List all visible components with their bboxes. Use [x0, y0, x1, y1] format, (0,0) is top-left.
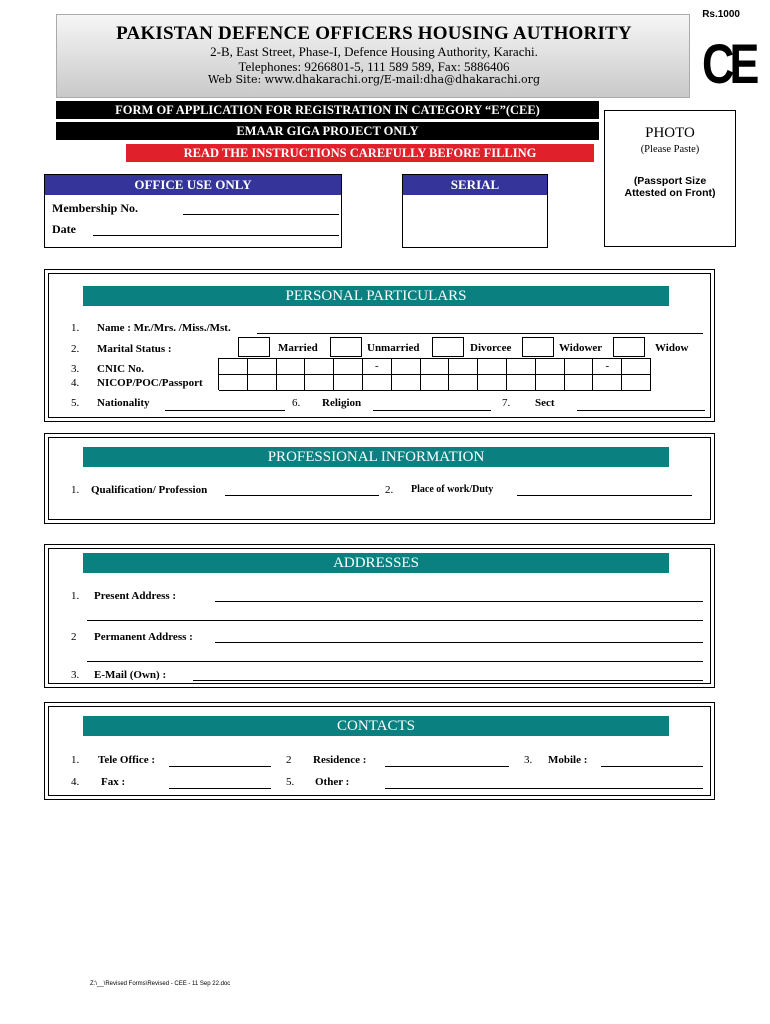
item-number: 6. [292, 397, 301, 409]
cnic-cell[interactable] [478, 359, 507, 375]
married-checkbox[interactable] [238, 337, 270, 357]
email-label: E-Mail (Own) : [94, 669, 167, 681]
form-price: Rs.1000 [702, 9, 740, 20]
mobile-label: Mobile : [548, 754, 588, 766]
item-number: 2. [71, 343, 80, 355]
email-field[interactable] [193, 680, 703, 681]
religion-field[interactable] [373, 410, 491, 411]
item-number: 4. [71, 377, 80, 389]
residence-label: Residence : [313, 754, 367, 766]
other-label: Other : [315, 776, 350, 788]
item-number: 1. [71, 484, 80, 496]
cnic-cell[interactable] [536, 359, 565, 375]
nicop-cell[interactable] [363, 375, 392, 391]
cnic-separator: - [363, 359, 392, 375]
fax-field[interactable] [169, 788, 271, 789]
letterhead [56, 14, 690, 98]
photo-note-line1: (Passport Size [633, 175, 707, 187]
nicop-cell[interactable] [565, 375, 594, 391]
personal-particulars-title: PERSONAL PARTICULARS [83, 286, 669, 306]
photo-note-line2: Attested on Front) [624, 187, 716, 199]
category-mark: CE [702, 32, 755, 95]
divorcee-option: Divorcee [470, 342, 512, 354]
tele-office-field[interactable] [169, 766, 271, 767]
nicop-cell[interactable] [219, 375, 248, 391]
addresses-section [44, 544, 715, 688]
item-number: 7. [502, 397, 511, 409]
cnic-cell[interactable] [622, 359, 651, 375]
item-number: 3. [524, 754, 533, 766]
membership-field[interactable] [183, 214, 339, 215]
fax-label: Fax : [101, 776, 126, 788]
unmarried-option: Unmarried [367, 342, 420, 354]
item-number: 1. [71, 754, 80, 766]
instructions-banner: READ THE INSTRUCTIONS CAREFULLY BEFORE FILLING [126, 144, 594, 162]
widower-option: Widower [559, 342, 603, 354]
permanent-address-field[interactable] [215, 642, 703, 643]
cnic-cell[interactable] [421, 359, 450, 375]
nicop-cell[interactable] [248, 375, 277, 391]
organization-web: Web Site: www.dhakarachi.org/E-mail:dha@dhakarachi.org [208, 73, 540, 86]
personal-particulars-section [44, 269, 715, 422]
cnic-cell[interactable] [277, 359, 306, 375]
cnic-cell[interactable] [248, 359, 277, 375]
date-field[interactable] [93, 235, 339, 236]
cnic-cell[interactable] [305, 359, 334, 375]
nicop-cell[interactable] [449, 375, 478, 391]
item-number: 2 [71, 631, 77, 643]
present-address-field-line2[interactable] [87, 620, 703, 621]
cnic-cell[interactable] [392, 359, 421, 375]
cnic-cell[interactable] [565, 359, 594, 375]
sect-field[interactable] [577, 410, 705, 411]
nicop-cell[interactable] [478, 375, 507, 391]
name-label: Name : Mr./Mrs. /Miss./Mst. [97, 322, 231, 334]
nicop-cell[interactable] [622, 375, 651, 391]
item-number: 4. [71, 776, 80, 788]
present-address-label: Present Address : [94, 590, 177, 602]
widow-checkbox[interactable] [613, 337, 645, 357]
nicop-cell[interactable] [334, 375, 363, 391]
nicop-cell[interactable] [536, 375, 565, 391]
qualification-field[interactable] [225, 495, 379, 496]
cnic-cell[interactable] [334, 359, 363, 375]
nicop-label: NICOP/POC/Passport [97, 377, 203, 389]
divorcee-checkbox[interactable] [432, 337, 464, 357]
cnic-cell[interactable] [507, 359, 536, 375]
item-number: 2. [385, 484, 394, 496]
item-number: 1. [71, 322, 80, 334]
nicop-cell[interactable] [421, 375, 450, 391]
photo-box[interactable] [604, 110, 736, 247]
nicop-cell[interactable] [507, 375, 536, 391]
membership-label: Membership No. [52, 201, 138, 215]
organization-title: PAKISTAN DEFENCE OFFICERS HOUSING AUTHORITY [116, 23, 632, 44]
married-option: Married [278, 342, 318, 354]
cnic-separator: - [593, 359, 622, 375]
office-use-title: OFFICE USE ONLY [45, 175, 341, 195]
cnic-grid[interactable] [218, 358, 651, 390]
nationality-field[interactable] [165, 410, 285, 411]
item-number: 2 [286, 754, 292, 766]
professional-info-section [44, 433, 715, 524]
workplace-field[interactable] [517, 495, 692, 496]
tele-office-label: Tele Office : [98, 754, 156, 766]
item-number: 5. [71, 397, 80, 409]
item-number: 3. [71, 669, 80, 681]
item-number: 3. [71, 363, 80, 375]
cnic-cell[interactable] [219, 359, 248, 375]
photo-subtitle: (Please Paste) [640, 144, 700, 155]
serial-box[interactable] [402, 174, 548, 248]
nicop-cell[interactable] [593, 375, 622, 391]
item-number: 5. [286, 776, 295, 788]
residence-field[interactable] [385, 766, 509, 767]
date-label: Date [52, 222, 76, 236]
qualification-label: Qualification/ Profession [91, 484, 208, 496]
widower-checkbox[interactable] [522, 337, 554, 357]
organization-address: 2-B, East Street, Phase-I, Defence Housing Authority, Karachi. [210, 44, 538, 59]
sect-label: Sect [535, 397, 555, 409]
organization-phones: Telephones: 9266801-5, 111 589 589, Fax: 5886406 [238, 59, 510, 74]
contacts-section [44, 702, 715, 800]
religion-label: Religion [322, 397, 362, 409]
unmarried-checkbox[interactable] [330, 337, 362, 357]
office-use-box [44, 174, 342, 248]
nicop-cell[interactable] [305, 375, 334, 391]
form-title-banner: FORM OF APPLICATION FOR REGISTRATION IN CATEGORY “E”(CEE) [56, 101, 599, 119]
contacts-title: CONTACTS [83, 716, 669, 736]
permanent-address-field-line2[interactable] [87, 661, 703, 662]
document-path: Z:\__\Revised Forms\Revised - CEE - 11 Sep 22.doc [90, 981, 231, 987]
cnic-cell[interactable] [449, 359, 478, 375]
other-field[interactable] [385, 788, 703, 789]
marital-label: Marital Status : [97, 343, 172, 355]
project-banner: EMAAR GIGA PROJECT ONLY [56, 122, 599, 140]
addresses-title: ADDRESSES [83, 553, 669, 573]
professional-info-title: PROFESSIONAL INFORMATION [83, 447, 669, 467]
nicop-cell[interactable] [392, 375, 421, 391]
workplace-label: Place of work/Duty [411, 484, 494, 495]
cnic-label: CNIC No. [97, 363, 145, 375]
mobile-field[interactable] [601, 766, 703, 767]
nicop-cell[interactable] [277, 375, 306, 391]
present-address-field[interactable] [215, 601, 703, 602]
permanent-address-label: Permanent Address : [94, 631, 193, 643]
widow-option: Widow [655, 342, 689, 354]
serial-title: SERIAL [403, 175, 547, 195]
photo-title: PHOTO [645, 125, 695, 141]
name-field[interactable] [257, 333, 703, 334]
item-number: 1. [71, 590, 80, 602]
nationality-label: Nationality [97, 397, 150, 409]
